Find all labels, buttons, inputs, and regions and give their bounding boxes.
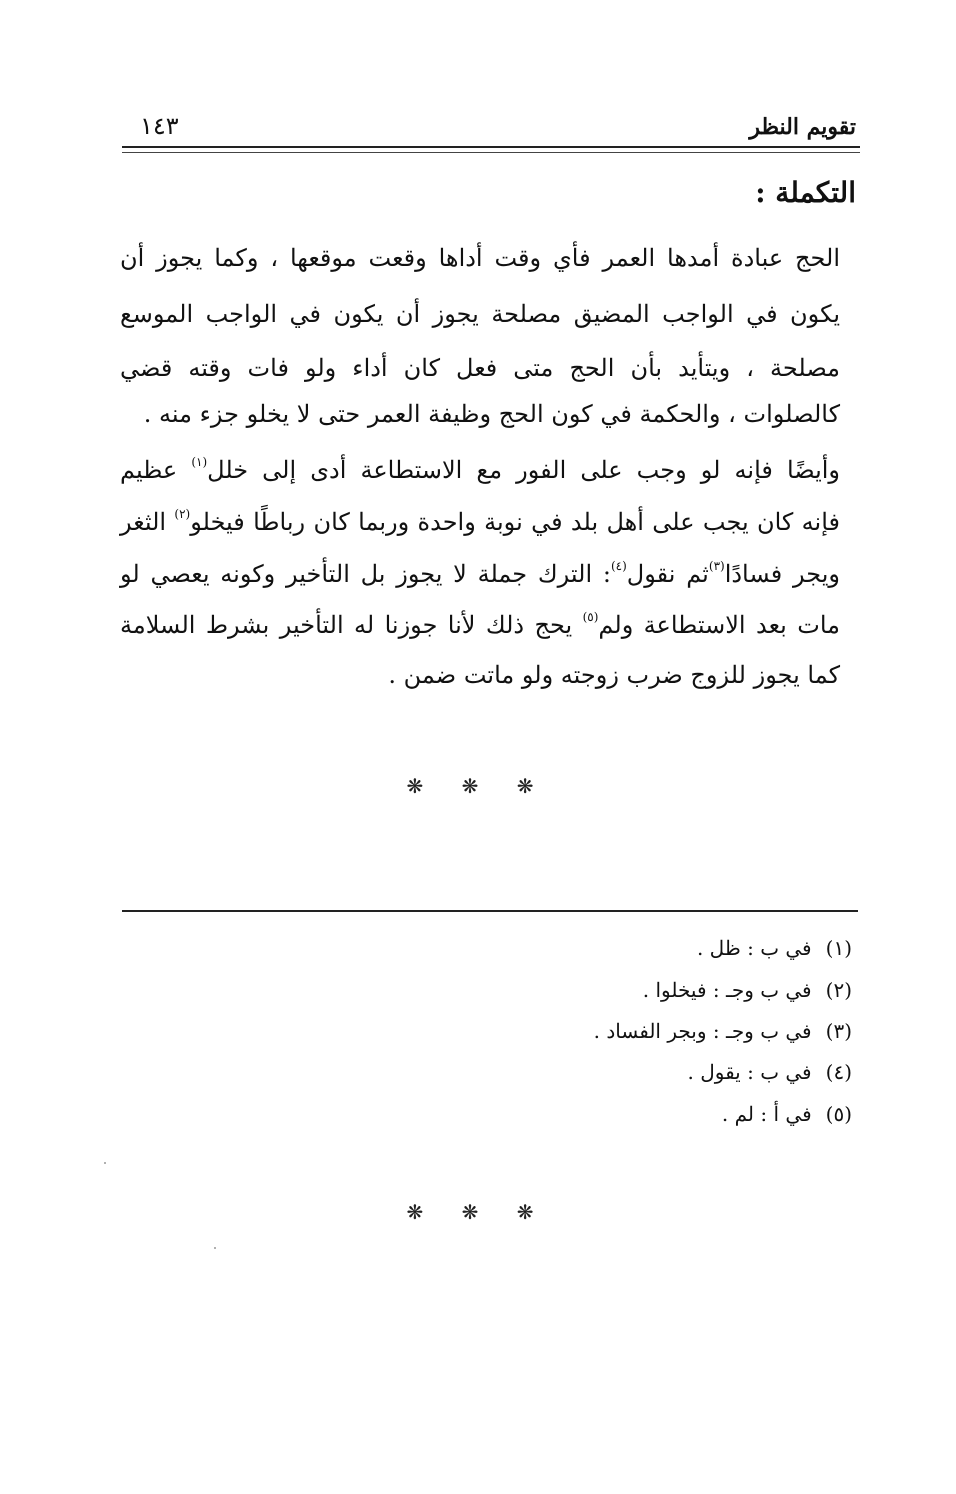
text-run: : الترك جملة لا يجوز بل التأخير وكونه يعصي لو xyxy=(120,560,611,588)
footnote-3 xyxy=(594,1013,852,1049)
header-rule xyxy=(122,146,860,148)
scan-speck xyxy=(214,1247,216,1249)
footnote-text: في ب : ظل . xyxy=(696,936,812,960)
text-run: مات بعد الاستطاعة ولم xyxy=(598,611,840,639)
section-separator: ❋ ❋ ❋ xyxy=(406,774,550,798)
footnote-5 xyxy=(722,1096,852,1132)
footnote-text: في ب : يقول . xyxy=(687,1060,812,1084)
page-number: ١٤٣ xyxy=(140,112,179,140)
paragraph-2-line-2 xyxy=(120,497,840,547)
footnote-2 xyxy=(643,972,852,1008)
text-run: وأيضًا فإنه لو وجب على الفور مع الاستطاعة أدى إلى خلل xyxy=(207,456,841,484)
text-run: يحج ذلك لأنا جوزنا له التأخير بشرط السلامة xyxy=(120,611,583,639)
text-run: ثم نقول xyxy=(626,560,709,588)
paragraph-2-line-1 xyxy=(120,445,840,495)
paragraph-2-line-5: كما يجوز للزوج ضرب زوجته ولو ماتت ضمن . xyxy=(388,661,840,689)
footnote-number: (١) xyxy=(825,936,852,960)
footnote-ref: (٣) xyxy=(708,559,725,573)
footnote-number: (٢) xyxy=(825,978,852,1002)
footnote-ref: (١) xyxy=(191,455,208,469)
footnote-number: (٥) xyxy=(825,1102,852,1126)
footnote-1 xyxy=(697,930,852,966)
end-separator: ❋ ❋ ❋ xyxy=(406,1200,550,1224)
footnote-rule xyxy=(122,910,858,912)
paragraph-2-line-3 xyxy=(120,549,840,599)
footnote-number: (٣) xyxy=(825,1019,852,1043)
header-rule-thin xyxy=(122,152,860,153)
footnote-ref: (٢) xyxy=(174,507,191,521)
running-header-title: تقويم النظر xyxy=(749,114,856,140)
paragraph-1-line-3: مصلحة ، ويتأيد بأن الحج متى فعل كان أداء ولو فات وقته قضي xyxy=(120,354,840,382)
text-run: فإنه كان يجب على أهل بلد في نوبة واحدة وربما كان رباطًا فيخلو xyxy=(190,508,841,536)
footnote-ref: (٤) xyxy=(610,559,627,573)
paragraph-1-line-4: كالصلوات ، والحكمة في كون الحج وظيفة العمر حتى لا يخلو جزء منه . xyxy=(143,400,840,428)
footnote-text: في ب وجـ : فيخلوا . xyxy=(642,978,812,1002)
footnote-text: في ب وجـ : وبجر الفساد . xyxy=(593,1019,812,1043)
footnote-text: في أ : لم . xyxy=(721,1102,812,1126)
footnote-ref: (٥) xyxy=(582,610,599,624)
text-run: عظيم xyxy=(120,456,192,484)
paragraph-1-line-2: يكون في الواجب المضيق مصلحة يجوز أن يكون في الواجب الموسع xyxy=(120,300,840,328)
footnote-4 xyxy=(687,1054,852,1090)
scan-speck xyxy=(104,1162,106,1164)
footnote-number: (٤) xyxy=(825,1060,852,1084)
paragraph-1-line-1: الحج عبادة أمدها العمر فأي وقت أداها وقعت موقعها ، وكما يجوز أن xyxy=(120,244,840,272)
text-run: الثغر xyxy=(120,508,175,536)
section-heading: التكملة : xyxy=(755,176,856,209)
paragraph-2-line-4 xyxy=(120,600,840,650)
text-run: ويجر فسادًا xyxy=(724,560,841,588)
